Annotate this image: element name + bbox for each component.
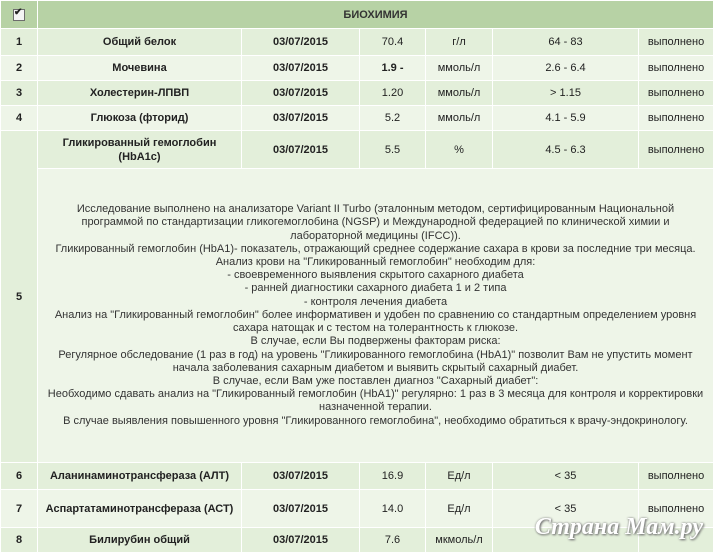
comment-line: Гликированный гемоглобин (HbA1)- показатель, отражающий среднее содержание сахара в крови за последние три месяца. — [46, 243, 705, 256]
test-date: 03/07/2015 — [242, 490, 360, 528]
test-value: 5.5 — [360, 131, 426, 169]
table-row — [1, 56, 713, 81]
test-value: 16.9 — [360, 463, 426, 490]
checkbox-icon[interactable] — [13, 9, 25, 21]
reference-range: < 35 — [493, 490, 639, 528]
test-name: Аспартатаминотрансфераза (АСТ) — [38, 490, 242, 528]
section-title: БИОХИМИЯ — [38, 1, 713, 29]
test-status: выполнено — [639, 29, 713, 56]
reference-range: 4.5 - 6.3 — [493, 131, 639, 169]
test-status: выполнено — [639, 106, 713, 131]
test-unit: % — [426, 131, 493, 169]
test-name: Билирубин общий — [38, 528, 242, 553]
test-unit: мкмоль/л — [426, 528, 493, 553]
test-unit: Ед/л — [426, 463, 493, 490]
test-value: 14.0 — [360, 490, 426, 528]
comment-line: - контроля лечения диабета — [46, 296, 705, 309]
comment-line: В случае, если Вам уже поставлен диагноз "Сахарный диабет": — [46, 375, 705, 388]
test-value: 70.4 — [360, 29, 426, 56]
comment-line: В случае выявления повышенного уровня "Гликированного гемоглобина", необходимо обратиться к врачу-эндокринологу. — [46, 415, 705, 428]
row-number: 5 — [1, 131, 38, 463]
test-date: 03/07/2015 — [242, 131, 360, 169]
comment-row — [1, 169, 713, 463]
row-number: 8 — [1, 528, 38, 553]
reference-range: < 35 — [493, 463, 639, 490]
test-unit: Ед/л — [426, 490, 493, 528]
table-row — [1, 29, 713, 56]
row-number: 7 — [1, 490, 38, 528]
test-date: 03/07/2015 — [242, 528, 360, 553]
test-name: Холестерин-ЛПВП — [38, 81, 242, 106]
test-value: 1.20 — [360, 81, 426, 106]
reference-range: 2.6 - 6.4 — [493, 56, 639, 81]
test-status: выполнено — [639, 463, 713, 490]
test-unit: ммоль/л — [426, 56, 493, 81]
test-unit: ммоль/л — [426, 81, 493, 106]
comment-line: Исследование выполнено на анализаторе Variant II Turbo (эталонным методом, сертифицированным Национальной программой по стандартизации гликогемоглобина (NGSP) и Международной федерацией по клинической химии и лабораторной медицины (IFCC)). — [46, 203, 705, 243]
test-status: выполнено — [639, 490, 713, 528]
reference-range: > 1.15 — [493, 81, 639, 106]
test-date: 03/07/2015 — [242, 463, 360, 490]
row-number: 6 — [1, 463, 38, 490]
comment-line: В случае, если Вы подвержены факторам риска: — [46, 335, 705, 348]
reference-range: 4.1 - 5.9 — [493, 106, 639, 131]
table-header — [1, 1, 713, 29]
comment-line: - ранней диагностики сахарного диабета 1 и 2 типа — [46, 282, 705, 295]
test-date: 03/07/2015 — [242, 81, 360, 106]
row-number: 3 — [1, 81, 38, 106]
reference-range: 64 - 83 — [493, 29, 639, 56]
comment-line: Необходимо сдавать анализ на "Гликированный гемоглобин (HbA1)" регулярно: 1 раз в 3 месяца для контроля и корректировки назначенной терапии. — [46, 388, 705, 414]
comment-line: Анализ на "Гликированный гемоглобин" более информативен и удобен по сравнению со стандартным определением уровня сахара натощак и с тестом на толерантность к глюкозе. — [46, 309, 705, 335]
test-value: 7.6 — [360, 528, 426, 553]
table-row — [1, 81, 713, 106]
test-unit: ммоль/л — [426, 106, 493, 131]
test-date: 03/07/2015 — [242, 106, 360, 131]
table-row — [1, 131, 713, 169]
test-name: Мочевина — [38, 56, 242, 81]
table-row — [1, 463, 713, 490]
test-name: Общий белок — [38, 29, 242, 56]
test-name: Аланинаминотрансфераза (АЛТ) — [38, 463, 242, 490]
test-date: 03/07/2015 — [242, 29, 360, 56]
row-number: 2 — [1, 56, 38, 81]
test-comment — [38, 169, 713, 463]
comment-line: - своевременного выявления скрытого сахарного диабета — [46, 269, 705, 282]
test-status: выполнено — [639, 56, 713, 81]
test-name: Гликированный гемоглобин (HbA1c) — [38, 131, 242, 169]
select-all-cell[interactable] — [1, 1, 38, 29]
test-status: выполнено — [639, 81, 713, 106]
comment-line: Регулярное обследование (1 раз в год) на уровень "Гликированного гемоглобина (HbA1)" позволит Вам не упустить момент начала заболевания сахарным диабетом и выявить скрытый сахарный диабет. — [46, 349, 705, 375]
test-value: 1.9 - — [360, 56, 426, 81]
test-value: 5.2 — [360, 106, 426, 131]
test-name: Глюкоза (фторид) — [38, 106, 242, 131]
row-number: 1 — [1, 29, 38, 56]
test-status: выполнено — [639, 131, 713, 169]
test-unit: г/л — [426, 29, 493, 56]
row-number: 4 — [1, 106, 38, 131]
table-row — [1, 106, 713, 131]
comment-line: Анализ крови на "Гликированный гемоглобин" необходим для: — [46, 256, 705, 269]
test-date: 03/07/2015 — [242, 56, 360, 81]
site-watermark: Страна Мам.ру — [535, 514, 703, 541]
